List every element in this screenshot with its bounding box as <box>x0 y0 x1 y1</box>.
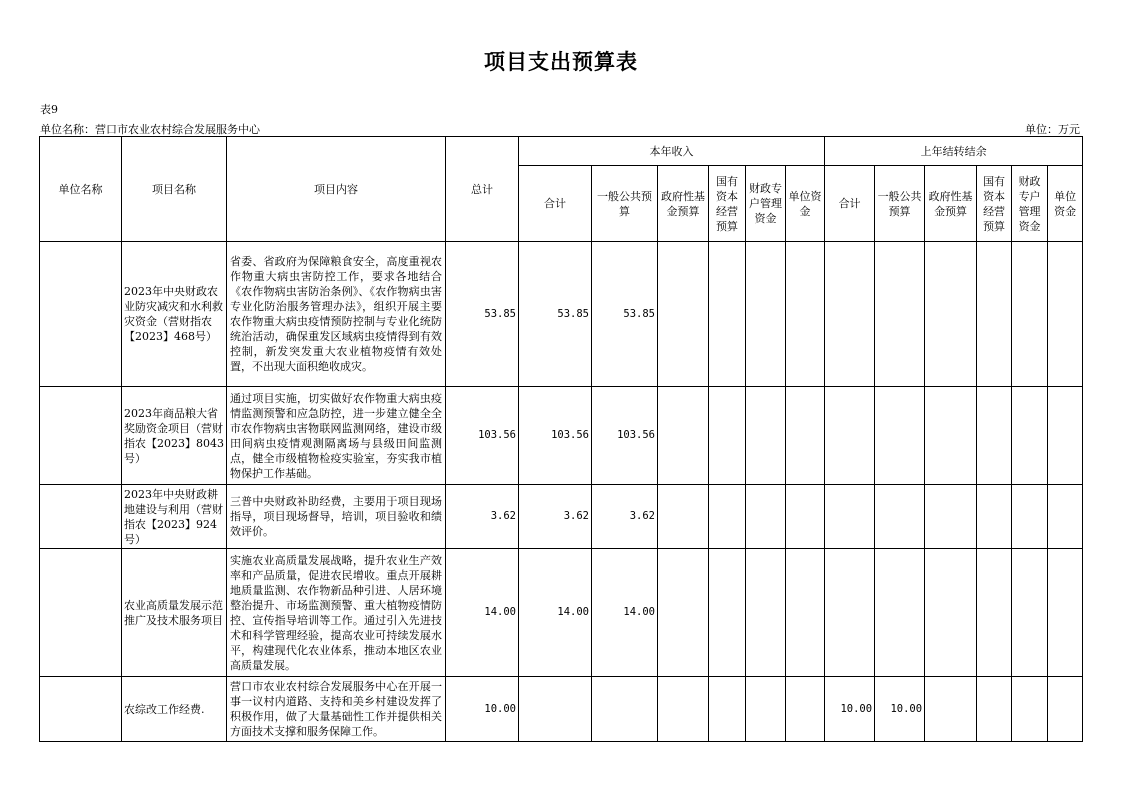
cell-prev-gov-fund <box>925 677 977 742</box>
cell-unit <box>40 485 122 549</box>
header-prev-general: 一般公共预算 <box>875 166 925 242</box>
cell-unit <box>40 549 122 677</box>
header-prev-gov-fund: 政府性基金预算 <box>925 166 977 242</box>
cell-cur-total: 53.85 <box>519 242 592 387</box>
table-row <box>40 485 1083 549</box>
cell-project-content: 三普中央财政补助经费，主要用于项目现场指导，项目现场督导，培训，项目验收和绩效评价。 <box>227 485 446 549</box>
cell-cur-unit-fund <box>786 242 825 387</box>
cell-project-name: 2023年商品粮大省奖励资金项目（营财指农【2023】8043号） <box>122 387 227 485</box>
cell-total: 14.00 <box>446 549 519 677</box>
cell-cur-state-capital <box>709 485 746 549</box>
cell-cur-unit-fund <box>786 387 825 485</box>
table-row <box>40 677 1083 742</box>
cell-cur-gov-fund <box>658 677 709 742</box>
cell-cur-general: 3.62 <box>592 485 658 549</box>
cell-prev-gov-fund <box>925 387 977 485</box>
cell-unit <box>40 242 122 387</box>
cell-prev-total <box>825 485 875 549</box>
header-cur-general: 一般公共预算 <box>592 166 658 242</box>
cell-cur-special <box>746 549 786 677</box>
cell-prev-special <box>1012 242 1048 387</box>
cell-cur-state-capital <box>709 549 746 677</box>
cell-prev-state-capital <box>977 242 1012 387</box>
cell-prev-general <box>875 387 925 485</box>
header-cur-total: 合计 <box>519 166 592 242</box>
cell-total: 53.85 <box>446 242 519 387</box>
cell-prev-total <box>825 242 875 387</box>
cell-cur-general: 14.00 <box>592 549 658 677</box>
cell-prev-special <box>1012 677 1048 742</box>
cell-project-content: 营口市农业农村综合发展服务中心在开展一事一议村内道路、支持和美乡村建设发挥了积极作用，做了大量基础性工作并提供相关方面技术支撑和服务保障工作。 <box>227 677 446 742</box>
cell-prev-unit-fund <box>1048 242 1083 387</box>
cell-prev-state-capital <box>977 677 1012 742</box>
cell-prev-total: 10.00 <box>825 677 875 742</box>
table-number: 表9 <box>40 103 58 116</box>
budget-table <box>39 136 1083 742</box>
header-row-1 <box>40 137 1083 166</box>
cell-prev-state-capital <box>977 387 1012 485</box>
header-current-income: 本年收入 <box>519 137 825 166</box>
cell-project-name: 2023年中央财政耕地建设与利用（营财指农【2023】924号） <box>122 485 227 549</box>
header-prev-special: 财政专户管理资金 <box>1012 166 1048 242</box>
unit-name-label: 单位名称：营口市农业农村综合发展服务中心 <box>40 123 260 136</box>
cell-cur-unit-fund <box>786 485 825 549</box>
cell-cur-gov-fund <box>658 485 709 549</box>
cell-prev-general <box>875 485 925 549</box>
table-row <box>40 242 1083 387</box>
cell-prev-general <box>875 242 925 387</box>
cell-cur-special <box>746 242 786 387</box>
cell-project-content: 通过项目实施，切实做好农作物重大病虫疫情监测预警和应急防控，进一步建立健全全市农作物病虫害物联网监测网络，建设市级田间病虫疫情观测隔离场与县级田间监测点，健全市级植物检疫实验室，夯实我市植物保护工作基础。 <box>227 387 446 485</box>
cell-cur-state-capital <box>709 387 746 485</box>
cell-prev-special <box>1012 387 1048 485</box>
cell-cur-total: 103.56 <box>519 387 592 485</box>
header-unit-name: 单位名称 <box>40 137 122 242</box>
cell-cur-special <box>746 485 786 549</box>
header-total: 总计 <box>446 137 519 242</box>
cell-cur-general: 53.85 <box>592 242 658 387</box>
cell-total: 10.00 <box>446 677 519 742</box>
cell-prev-special <box>1012 549 1048 677</box>
page-title: 项目支出预算表 <box>484 49 638 74</box>
cell-prev-unit-fund <box>1048 485 1083 549</box>
cell-prev-gov-fund <box>925 242 977 387</box>
cell-cur-gov-fund <box>658 242 709 387</box>
cell-project-content: 实施农业高质量发展战略，提升农业生产效率和产品质量，促进农民增收。重点开展耕地质量监测、农作物新品种引进、人居环境整治提升、市场监测预警、重大植物疫情防控、宣传指导培训等工作。通过引入先进技术和科学管理经验，提高农业可持续发展水平，构建现代化农业体系，推动本地区农业高质量发展。 <box>227 549 446 677</box>
cell-prev-general: 10.00 <box>875 677 925 742</box>
cell-prev-state-capital <box>977 485 1012 549</box>
cell-unit <box>40 387 122 485</box>
cell-cur-total: 14.00 <box>519 549 592 677</box>
cell-cur-general: 103.56 <box>592 387 658 485</box>
cell-cur-state-capital <box>709 242 746 387</box>
cell-cur-gov-fund <box>658 387 709 485</box>
header-carryover: 上年结转结余 <box>825 137 1083 166</box>
cell-prev-special <box>1012 485 1048 549</box>
cell-cur-total <box>519 677 592 742</box>
cell-project-content: 省委、省政府为保障粮食安全，高度重视农作物重大病虫害防控工作，要求各地结合《农作物病虫害防治条例》、《农作物病虫害专业化防治服务管理办法》，组织开展主要农作物重大病虫疫情预防控制与专业化统防统治活动，确保重发区域病虫疫情得到有效控制，新发突发重大农业植物疫情有效处置，不出现大面积绝收成灾。 <box>227 242 446 387</box>
header-cur-gov-fund: 政府性基金预算 <box>658 166 709 242</box>
cell-prev-unit-fund <box>1048 387 1083 485</box>
cell-prev-gov-fund <box>925 549 977 677</box>
cell-prev-unit-fund <box>1048 549 1083 677</box>
currency-unit-label: 单位：万元 <box>1025 123 1080 136</box>
cell-project-name: 农业高质量发展示范推广及技术服务项目 <box>122 549 227 677</box>
cell-cur-state-capital <box>709 677 746 742</box>
cell-cur-total: 3.62 <box>519 485 592 549</box>
header-cur-unit-fund: 单位资金 <box>786 166 825 242</box>
header-prev-unit-fund: 单位资金 <box>1048 166 1083 242</box>
header-cur-state-capital: 国有资本经营预算 <box>709 166 746 242</box>
cell-prev-gov-fund <box>925 485 977 549</box>
cell-prev-unit-fund <box>1048 677 1083 742</box>
table-row <box>40 387 1083 485</box>
cell-project-name: 2023年中央财政农业防灾减灾和水利救灾资金（营财指农【2023】468号） <box>122 242 227 387</box>
cell-cur-general <box>592 677 658 742</box>
cell-total: 3.62 <box>446 485 519 549</box>
cell-cur-special <box>746 677 786 742</box>
cell-project-name: 农综改工作经费. <box>122 677 227 742</box>
cell-prev-state-capital <box>977 549 1012 677</box>
header-prev-total: 合计 <box>825 166 875 242</box>
table-row <box>40 549 1083 677</box>
header-cur-special: 财政专户管理资金 <box>746 166 786 242</box>
cell-cur-unit-fund <box>786 549 825 677</box>
header-project-content: 项目内容 <box>227 137 446 242</box>
cell-total: 103.56 <box>446 387 519 485</box>
cell-cur-special <box>746 387 786 485</box>
cell-cur-gov-fund <box>658 549 709 677</box>
header-project-name: 项目名称 <box>122 137 227 242</box>
cell-prev-total <box>825 387 875 485</box>
cell-cur-unit-fund <box>786 677 825 742</box>
header-prev-state-capital: 国有资本经营预算 <box>977 166 1012 242</box>
cell-prev-general <box>875 549 925 677</box>
cell-prev-total <box>825 549 875 677</box>
cell-unit <box>40 677 122 742</box>
